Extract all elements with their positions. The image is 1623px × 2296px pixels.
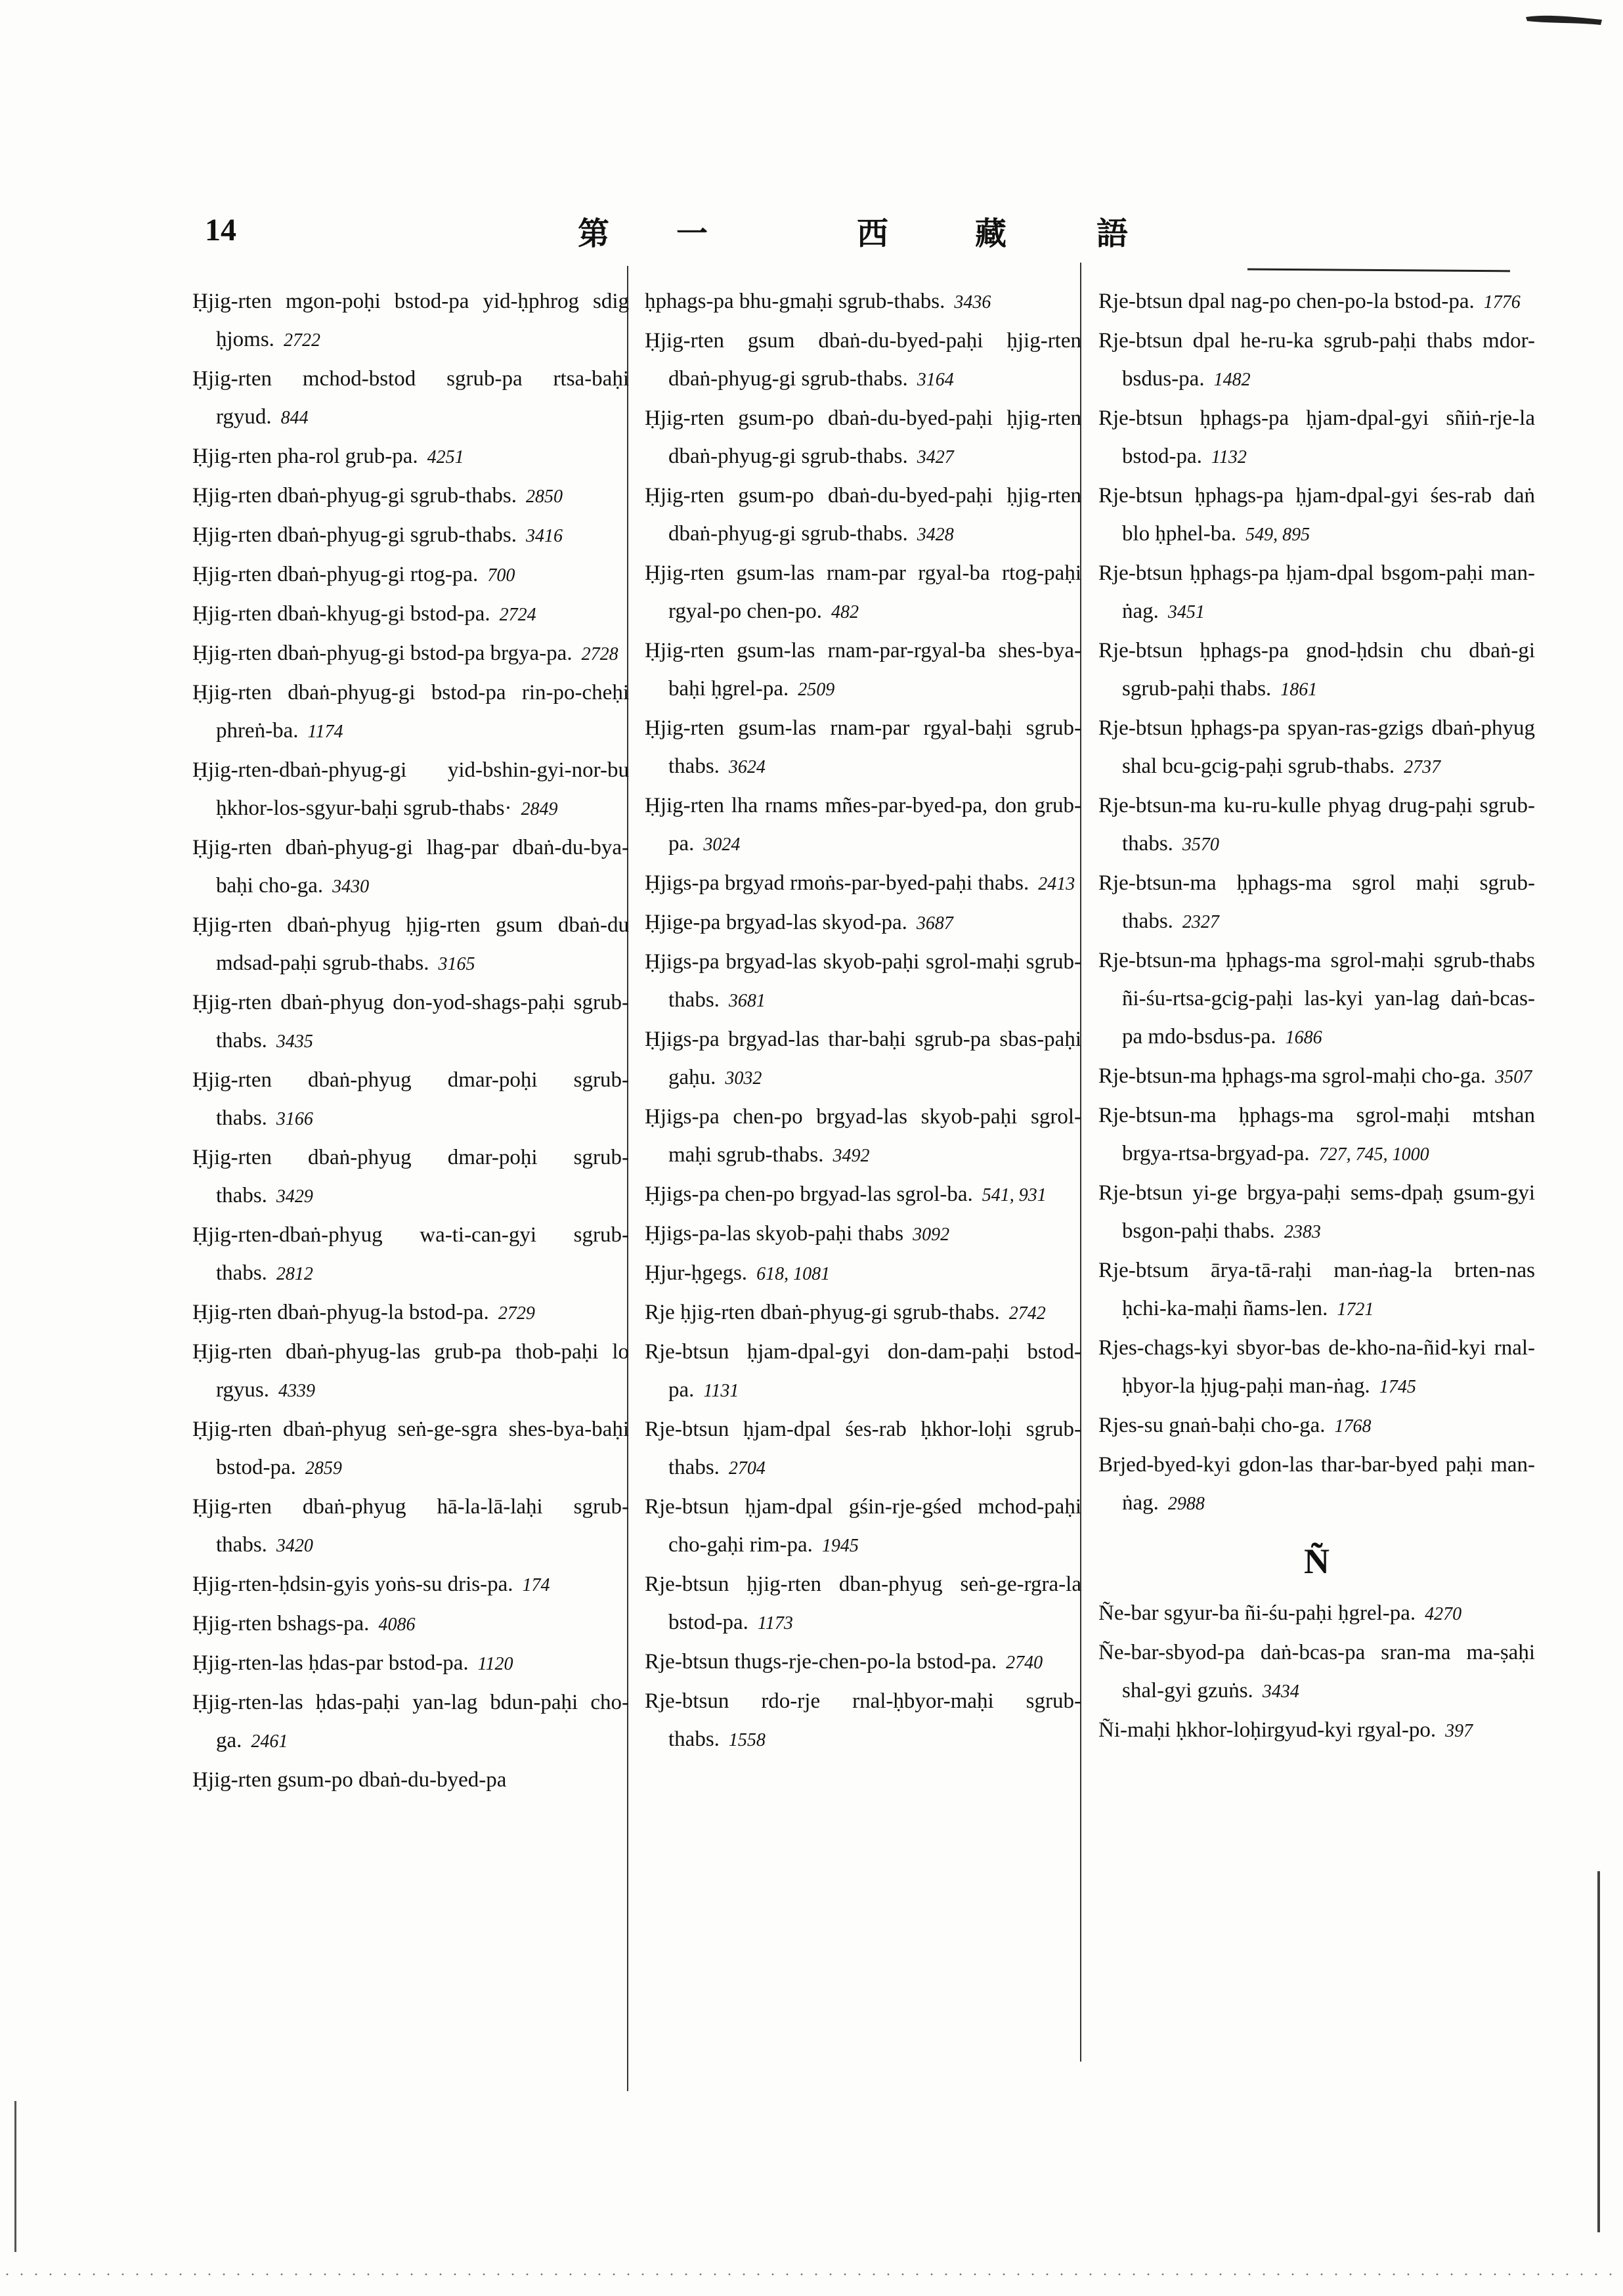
entry-title: Rje-btsun-ma ḥphags-ma sgrol maḥi sgrub-thabs. — [1098, 871, 1535, 933]
entry-number: 3624 — [728, 757, 766, 777]
entry-title: Rje-btsun ḥjig-rten dban-phyug seṅ-ge-rgra-la bstod-pa. — [645, 1572, 1081, 1634]
index-entry — [1098, 282, 1535, 322]
entry-title: Rje-btsum ārya-tā-raḥi man-ṅag-la brten-nas ḥchi-ka-maḥi ñams-len. — [1098, 1259, 1535, 1320]
index-entry — [192, 1061, 629, 1138]
entry-title: Rje-btsun dpal he-ru-ka sgrub-paḥi thabs mdor-bsdus-pa. — [1098, 329, 1535, 391]
entry-number: 700 — [487, 565, 515, 586]
entry-number: 1174 — [307, 722, 343, 742]
header-rule — [1247, 269, 1510, 272]
entry-number: 2461 — [251, 1731, 288, 1752]
entry-number: 549, 895 — [1245, 525, 1310, 545]
index-entry — [1098, 632, 1535, 709]
entry-title: Ḥjig-rten bshags-pa. — [192, 1612, 370, 1635]
scan-edge-mark — [1597, 1871, 1600, 2232]
index-entry — [645, 1293, 1081, 1333]
entry-title: Ḥjig-rten gsum-po dbaṅ-du-byed-paḥi ḥjig-rten dbaṅ-phyug-gi sgrub-thabs. — [645, 484, 1081, 546]
index-entry — [1098, 554, 1535, 632]
entry-title: Rje-btsun ḥphags-pa spyan-ras-gzigs dbaṅ-phyug shal bcu-gcig-paḥi sgrub-thabs. — [1098, 716, 1535, 778]
entry-title: Ḥjig-rten mchod-bstod sgrub-pa rtsa-baḥi rgyud. — [192, 367, 629, 429]
index-entry — [192, 516, 629, 555]
entry-title: Rje-btsun-ma ḥphags-ma sgrol-maḥi sgrub-thabs ñi-śu-rtsa-gcig-paḥi las-kyi yan-lag daṅ-bcas-pa mdo-bsdus-pa. — [1098, 949, 1535, 1049]
entry-number: 1945 — [821, 1536, 859, 1556]
index-entry — [645, 1254, 1081, 1293]
index-entry — [192, 906, 629, 984]
scan-bottom-noise — [0, 2273, 1623, 2276]
entry-number: 1721 — [1337, 1299, 1374, 1320]
entry-number: 3165 — [438, 954, 475, 974]
entry-number: 4086 — [378, 1614, 416, 1635]
entry-title: Ḥjig-rten dbaṅ-phyug seṅ-ge-sgra shes-bya-baḥi bstod-pa. — [192, 1418, 629, 1479]
index-entry — [1098, 1329, 1535, 1406]
entry-number: 1745 — [1379, 1377, 1416, 1397]
entry-title: Rje-btsun ḥphags-pa ḥjam-dpal bsgom-paḥi man-ṅag. — [1098, 561, 1535, 623]
index-entry — [645, 1565, 1081, 1643]
entry-title: Ḥjig-rten dbaṅ-phyug-gi lhag-par dbaṅ-du-bya-baḥi cho-ga. — [192, 836, 629, 898]
title-char: 語 — [1096, 215, 1129, 252]
page-number: 14 — [205, 213, 236, 248]
entry-title: Rje-btsun-ma ku-ru-kulle phyag drug-paḥi sgrub-thabs. — [1098, 794, 1535, 856]
entry-number: 3687 — [916, 913, 953, 934]
entry-title: Ḥjig-rten pha-rol grub-pa. — [192, 444, 418, 468]
entry-number: 3166 — [276, 1109, 313, 1129]
entry-number: 482 — [831, 602, 859, 622]
entry-number: 1861 — [1280, 680, 1318, 700]
entry-number: 3451 — [1167, 602, 1205, 622]
index-entry — [645, 322, 1081, 399]
index-entry — [192, 829, 629, 906]
entry-number: 2413 — [1038, 874, 1075, 894]
index-entry — [192, 1293, 629, 1333]
entry-title: Ḥjig-rten dbaṅ-phyug dmar-poḥi sgrub-thabs. — [192, 1068, 629, 1130]
title-char: 一 — [676, 215, 708, 252]
entry-title: Rje-btsun thugs-rje-chen-po-la bstod-pa. — [645, 1650, 997, 1674]
index-entry — [192, 595, 629, 634]
index-entry — [1098, 709, 1535, 787]
entry-title: Ḥjig-rten dbaṅ-phyug-gi sgrub-thabs. — [192, 484, 517, 508]
index-entry — [192, 674, 629, 751]
index-entry — [1098, 1406, 1535, 1446]
index-entry — [645, 1215, 1081, 1254]
entry-title: Ḥjur-ḥgegs. — [645, 1261, 748, 1285]
entry-number: 2728 — [581, 644, 618, 664]
entry-title: Ḥjig-rten dbaṅ-phyug-gi rtog-pa. — [192, 563, 479, 586]
entry-title: Ḥjig-rten dbaṅ-phyug-gi sgrub-thabs. — [192, 523, 517, 547]
index-entry — [645, 399, 1081, 477]
index-entry — [645, 554, 1081, 632]
entry-number: 844 — [280, 408, 309, 428]
title-char: 藏 — [975, 215, 1007, 252]
entry-title: Ḥjig-rten dbaṅ-phyug don-yod-shags-paḥi sgrub-thabs. — [192, 991, 629, 1052]
index-entry — [645, 1020, 1081, 1098]
index-entry — [1098, 1057, 1535, 1096]
entry-number: 2729 — [498, 1303, 535, 1324]
entry-title: Ḥjig-rten dbaṅ-phyug-gi bstod-pa rin-po-cheḥi phreṅ-ba. — [192, 681, 629, 743]
index-entry — [1098, 322, 1535, 399]
index-entry — [192, 1761, 629, 1800]
entry-title: Ḥjigs-pa brgyad-las thar-baḥi sgrub-pa sbas-paḥi gaḥu. — [645, 1028, 1081, 1089]
entry-number: 1776 — [1483, 292, 1521, 313]
entry-title: Rje-btsun-ma ḥphags-ma sgrol-maḥi mtshan brgya-rtsa-brgyad-pa. — [1098, 1104, 1535, 1165]
entry-title: Ḥjig-rten-las ḥdas-par bstod-pa. — [192, 1651, 469, 1675]
entry-title: Rje-btsun ḥphags-pa ḥjam-dpal-gyi sñiṅ-rje-la bstod-pa. — [1098, 406, 1535, 468]
entry-title: Rje-btsun yi-ge brgya-paḥi sems-dpaḥ gsum-gyi bsgon-paḥi thabs. — [1098, 1181, 1535, 1243]
entry-number: 3092 — [913, 1224, 950, 1245]
entry-title: Ḥjigs-pa brgyad-las skyob-paḥi sgrol-maḥi sgrub-thabs. — [645, 950, 1081, 1012]
entry-title: Ñi-maḥi ḥkhor-loḥirgyud-kyi rgyal-po. — [1098, 1718, 1437, 1742]
entry-number: 3430 — [332, 877, 370, 897]
entry-title: Ḥjig-rten gsum-las rnam-par-rgyal-ba shes-bya-baḥi ḥgrel-pa. — [645, 639, 1081, 701]
entry-title: Ñe-bar-sbyod-pa daṅ-bcas-pa sran-ma ma-ṣaḥi shal-gyi gzuṅs. — [1098, 1641, 1535, 1702]
entry-number: 2737 — [1404, 757, 1441, 777]
entry-number: 1482 — [1213, 370, 1251, 390]
index-entry — [1098, 399, 1535, 477]
entry-number: 3427 — [917, 447, 954, 467]
scan-edge-mark — [14, 2101, 16, 2252]
index-entry — [645, 1488, 1081, 1565]
page-header — [0, 200, 1623, 259]
entry-title: Ḥjig-rten gsum-po dbaṅ-du-byed-pa — [192, 1768, 507, 1792]
index-entry — [645, 1682, 1081, 1760]
index-entry — [192, 360, 629, 437]
index-entry — [192, 555, 629, 595]
entry-title: Rje-btsun rdo-rje rnal-ḥbyor-maḥi sgrub-thabs. — [645, 1689, 1081, 1751]
entry-title: Ḥjig-rten dbaṅ-phyug-las grub-pa thob-paḥi lo rgyus. — [192, 1340, 629, 1402]
index-column-2 — [645, 282, 1081, 1760]
entry-number: 1686 — [1285, 1028, 1322, 1048]
entry-title: Rje-btsun ḥjam-dpal gśin-rje-gśed mchod-paḥi cho-gaḥi rim-pa. — [645, 1495, 1081, 1557]
entry-number: 2859 — [305, 1458, 342, 1479]
entry-number: 3507 — [1495, 1067, 1532, 1087]
entry-title: Rje-btsun ḥphags-pa gnod-ḥdsin chu dbaṅ-gi sgrub-paḥi thabs. — [1098, 639, 1535, 701]
entry-title: Ḥjigs-pa chen-po brgyad-las skyob-paḥi sgrol-maḥi sgrub-thabs. — [645, 1105, 1081, 1167]
index-entry — [192, 1644, 629, 1683]
entry-title: Rje-btsun dpal nag-po chen-po-la bstod-pa. — [1098, 290, 1475, 313]
index-entry — [192, 1410, 629, 1488]
index-entry — [1098, 1594, 1535, 1634]
index-entry — [192, 1683, 629, 1761]
entry-title: Ḥjig-rten-dbaṅ-phyug-gi yid-bshin-gyi-nor-bu ḥkhor-los-sgyur-baḥi sgrub-thabs· — [192, 758, 629, 820]
entry-number: 618, 1081 — [756, 1264, 831, 1284]
index-entry — [645, 943, 1081, 1020]
index-entry — [192, 1605, 629, 1644]
index-entry — [192, 984, 629, 1061]
entry-title: Brjed-byed-kyi gdon-las thar-bar-byed paḥi man-ṅag. — [1098, 1453, 1535, 1515]
entry-number: 1173 — [757, 1613, 793, 1634]
entry-number: 3024 — [703, 834, 741, 855]
entry-number: 1132 — [1211, 447, 1247, 467]
entry-title: Ḥjig-rten lha rnams mñes-par-byed-pa, don grub-pa. — [645, 794, 1081, 856]
index-entry — [1098, 787, 1535, 864]
entry-number: 3681 — [728, 991, 766, 1011]
entry-title: Ḥjig-rten mgon-poḥi bstod-pa yid-ḥphrog sdig ḥjoms. — [192, 290, 629, 351]
entry-number: 3434 — [1262, 1681, 1299, 1702]
entry-number: 2740 — [1006, 1653, 1043, 1673]
section-letter-heading: Ñ — [1304, 1542, 1330, 1581]
index-entry — [192, 1216, 629, 1293]
entry-number: 3032 — [725, 1068, 762, 1089]
index-entry — [192, 282, 629, 360]
index-entry — [645, 1333, 1081, 1410]
entry-title: Ḥjig-rten gsum-las rnam-par rgyal-ba rtog-paḥi rgyal-po chen-po. — [645, 561, 1081, 623]
entry-title: Ḥjig-rten dbaṅ-phyug hā-la-lā-laḥi sgrub-thabs. — [192, 1495, 629, 1557]
entry-title: Ḥjigs-pa chen-po brgyad-las sgrol-ba. — [645, 1182, 973, 1206]
corner-smudge-mark — [1525, 12, 1603, 29]
entry-title: Rjes-chags-kyi sbyor-bas de-kho-na-ñid-kyi rnal-ḥbyor-la ḥjug-paḥi man-ṅag. — [1098, 1336, 1535, 1398]
entry-title: Ḥjigs-pa-las skyob-paḥi thabs — [645, 1222, 904, 1245]
entry-number: 4339 — [278, 1381, 315, 1401]
entry-number: 3570 — [1182, 834, 1219, 855]
entry-title: Ḥjig-rten dbaṅ-phyug-la bstod-pa. — [192, 1301, 489, 1324]
entry-number: 541, 931 — [982, 1185, 1047, 1205]
entry-title: Ḥjigs-pa brgyad rmoṅs-par-byed-paḥi thabs. — [645, 871, 1029, 895]
index-entry — [645, 903, 1081, 943]
index-entry — [1098, 1446, 1535, 1523]
index-entry — [645, 864, 1081, 903]
entry-number: 4270 — [1425, 1604, 1462, 1624]
index-entry — [192, 751, 629, 829]
index-column-1 — [192, 282, 629, 1800]
index-entry — [192, 1333, 629, 1410]
entry-title: Rjes-su gnaṅ-baḥi cho-ga. — [1098, 1414, 1326, 1437]
entry-number: 4251 — [427, 447, 464, 467]
entry-number: 3164 — [917, 370, 954, 390]
entry-number: 2704 — [728, 1458, 766, 1479]
index-entry — [1098, 1251, 1535, 1329]
index-entry — [645, 1098, 1081, 1175]
entry-title: Ḥjig-rten dbaṅ-phyug-gi bstod-pa brgya-pa. — [192, 641, 573, 665]
index-entry — [645, 632, 1081, 709]
index-entry — [1098, 864, 1535, 942]
entry-title: Ḥjige-pa brgyad-las skyod-pa. — [645, 911, 907, 934]
entry-title: Ḥjig-rten-dbaṅ-phyug wa-ti-can-gyi sgrub-thabs. — [192, 1223, 629, 1285]
index-entry — [192, 634, 629, 674]
entry-title: Ḥjig-rten gsum-po dbaṅ-du-byed-paḥi ḥjig-rten dbaṅ-phyug-gi sgrub-thabs. — [645, 406, 1081, 468]
index-entry — [645, 477, 1081, 554]
entry-title: Ḥjig-rten gsum-las rnam-par rgyal-baḥi sgrub-thabs. — [645, 716, 1081, 778]
entry-number: 2849 — [521, 799, 558, 819]
index-column-3 — [1098, 282, 1535, 1750]
index-entry — [1098, 1634, 1535, 1711]
entry-number: 3429 — [276, 1186, 313, 1207]
entry-title: Ḥjig-rten gsum dbaṅ-du-byed-paḥi ḥjig-rten dbaṅ-phyug-gi sgrub-thabs. — [645, 329, 1081, 391]
index-entry — [645, 1643, 1081, 1682]
entry-number: 397 — [1445, 1721, 1473, 1741]
index-entry — [1098, 942, 1535, 1057]
title-char: 第 — [578, 215, 610, 252]
entry-number: 3416 — [526, 526, 563, 546]
index-entry — [645, 1410, 1081, 1488]
entry-title: ḥphags-pa bhu-gmaḥi sgrub-thabs. — [645, 290, 945, 313]
entry-number: 1768 — [1334, 1416, 1372, 1437]
entry-number: 2722 — [283, 330, 320, 351]
entry-number: 1120 — [477, 1654, 513, 1674]
entry-title: Ḥjig-rten-las ḥdas-paḥi yan-lag bdun-paḥi cho-ga. — [192, 1691, 629, 1752]
entry-number: 2850 — [526, 487, 563, 507]
entry-title: Rje-btsun ḥjam-dpal-gyi don-dam-paḥi bstod-pa. — [645, 1340, 1081, 1402]
entry-title: Rje-btsun ḥphags-pa ḥjam-dpal-gyi śes-rab daṅ blo ḥphel-ba. — [1098, 484, 1535, 546]
entry-number: 2383 — [1284, 1222, 1321, 1242]
index-entry — [645, 282, 1081, 322]
index-entry — [1098, 477, 1535, 554]
entry-number: 3420 — [276, 1536, 313, 1556]
entry-number: 2988 — [1167, 1494, 1205, 1514]
index-entry — [192, 477, 629, 516]
index-entry — [192, 1565, 629, 1605]
entry-number: 2724 — [499, 605, 536, 625]
index-entry — [192, 1138, 629, 1216]
entry-number: 174 — [522, 1575, 550, 1595]
entry-title: Ḥjig-rten dbaṅ-phyug dmar-poḥi sgrub-thabs. — [192, 1146, 629, 1207]
entry-title: Ḥjig-rten-ḥdsin-gyis yoṅs-su dris-pa. — [192, 1572, 513, 1596]
entry-number: 2742 — [1008, 1303, 1046, 1324]
entry-number: 3436 — [954, 292, 991, 313]
entry-number: 2509 — [798, 680, 835, 700]
index-entry — [645, 709, 1081, 787]
entry-number: 1131 — [703, 1381, 739, 1401]
entry-title: Rje ḥjig-rten dbaṅ-phyug-gi sgrub-thabs. — [645, 1301, 1000, 1324]
entry-number: 1558 — [728, 1730, 766, 1750]
entry-title: Rje-btsun-ma ḥphags-ma sgrol-maḥi cho-ga. — [1098, 1064, 1486, 1088]
index-entry — [645, 787, 1081, 864]
index-entry — [1098, 1096, 1535, 1174]
entry-number: 3435 — [276, 1031, 313, 1052]
entry-number: 727, 745, 1000 — [1318, 1144, 1429, 1165]
title-char: 西 — [857, 215, 889, 252]
index-entry — [192, 437, 629, 477]
index-entry — [192, 1488, 629, 1565]
index-entry — [1098, 1174, 1535, 1251]
entry-number: 2327 — [1182, 912, 1219, 932]
entry-number: 2812 — [276, 1264, 313, 1284]
index-entry — [1098, 1711, 1535, 1750]
entry-title: Ḥjig-rten dbaṅ-khyug-gi bstod-pa. — [192, 602, 490, 626]
entry-number: 3492 — [833, 1146, 870, 1166]
entry-number: 3428 — [917, 525, 954, 545]
entry-title: Ñe-bar sgyur-ba ñi-śu-paḥi ḥgrel-pa. — [1098, 1601, 1416, 1625]
entry-title: Ḥjig-rten dbaṅ-phyug ḥjig-rten gsum dbaṅ-du mdsad-paḥi sgrub-thabs. — [192, 913, 629, 975]
index-entry — [645, 1175, 1081, 1215]
entry-title: Rje-btsun ḥjam-dpal śes-rab ḥkhor-loḥi sgrub-thabs. — [645, 1418, 1081, 1479]
